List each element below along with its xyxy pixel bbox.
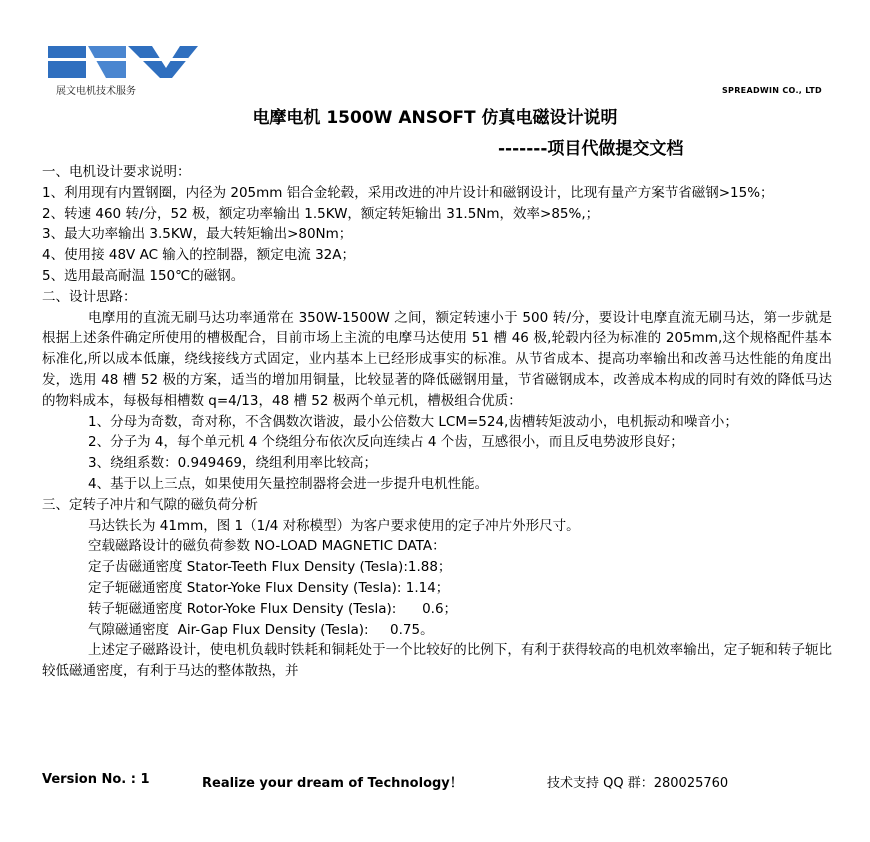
company-name: SPREADWIN CO., LTD (722, 86, 822, 95)
design-paragraph: 电摩用的直流无刷马达功率通常在 350W-1500W 之间，额定转速小于 500 转/分，要设计电摩直流无刷马达，第一步就是根据上述条件确定所使用的槽极配合，目前市场上主流的电摩马达使用 51 槽 46 极,轮毂内径为标准的 205mm,这个规格配件基本标准化,所以成本低廉，绕线接线方式固定，业内基本上已经形成事实的标准。从节省成本、提高功率输出和改善马达性能的角度出发，选用 48 槽 52 极的方案，适当的增加用铜量，比较显著的降低磁钢用量，节省磁钢成本，改善成本构成的同时有效的降低马达的物料成本，每极每相槽数 q=4/13，48 槽 52 极两个单元机，槽极组合优质： (42, 309, 832, 409)
section-heading-2: 二、设计思路： (42, 288, 137, 305)
document-title: 电摩电机 1500W ANSOFT 仿真电磁设计说明 (252, 108, 618, 128)
section-heading-3: 三、定转子冲片和气隙的磁负荷分析 (42, 496, 258, 513)
footer-version: Version No. : 1 (42, 772, 150, 787)
stator-teeth-density: 定子齿磁通密度 Stator-Teeth Flux Density (Tesla):1.88； (88, 559, 452, 576)
logo-block-right (128, 46, 198, 78)
advantage-4: 4、基于以上三点，如果使用矢量控制器将会进一步提升电机性能。 (88, 475, 489, 492)
requirement-4: 4、使用接 48V AC 输入的控制器，额定电流 32A； (42, 247, 356, 264)
requirement-1: 1、利用现有内置钢圈，内径为 205mm 铝合金轮毂，采用改进的冲片设计和磁钢设计，比现有量产方案节省磁钢>15%； (42, 184, 774, 201)
section-heading-1: 一、电机设计要求说明： (42, 164, 191, 180)
advantage-2: 2、分子为 4，每个单元机 4 个绕组分布依次反向连续占 4 个齿，互感很小，而且反电势波形良好； (88, 434, 684, 451)
advantage-3: 3、绕组系数：0.949469，绕组利用率比较高； (88, 455, 378, 472)
advantage-1: 1、分母为奇数，奇对称，不含偶数次谐波，最小公倍数大 LCM=524,齿槽转矩波动小，电机振动和噪音小； (88, 413, 738, 430)
rotor-yoke-density: 转子轭磁通密度 Rotor-Yoke Flux Density (Tesla): 0.6； (88, 600, 458, 617)
stator-yoke-density: 定子轭磁通密度 Stator-Yoke Flux Density (Tesla): 1.14； (88, 579, 450, 596)
logo-caption: 展文电机技术服务 (56, 86, 136, 97)
requirement-5: 5、选用最高耐温 150℃的磁钢。 (42, 267, 245, 284)
logo-block-left (48, 46, 86, 78)
no-load-data-heading: 空载磁路设计的磁负荷参数 NO-LOAD MAGNETIC DATA： (88, 538, 446, 555)
document-body (42, 162, 832, 682)
requirement-3: 3、最大功率输出 3.5KW，最大转矩输出>80Nm； (42, 226, 353, 243)
logo-stripe (48, 58, 188, 61)
air-gap-density: 气隙磁通密度 Air-Gap Flux Density (Tesla): 0.75。 (88, 621, 434, 638)
iron-length-line: 马达铁长为 41mm，图 1（1/4 对称模型）为客户要求使用的定子冲片外形尺寸。 (88, 517, 580, 534)
logo-block-mid (88, 46, 126, 78)
footer-support: 技术支持 QQ 群：280025760 (547, 776, 729, 791)
footer-slogan: Realize your dream of Technology！ (202, 776, 463, 791)
requirement-2: 2、转速 460 转/分，52 极，额定功率输出 1.5KW，额定转矩输出 31.5Nm，效率>85%,； (42, 205, 600, 222)
conclusion-paragraph: 上述定子磁路设计，使电机负载时铁耗和铜耗处于一个比较好的比例下，有利于获得较高的电机效率输出，定子轭和转子轭比较低磁通密度，有利于马达的整体散热，并 (42, 642, 832, 680)
document-subtitle: -------项目代做提交文档 (498, 139, 684, 159)
